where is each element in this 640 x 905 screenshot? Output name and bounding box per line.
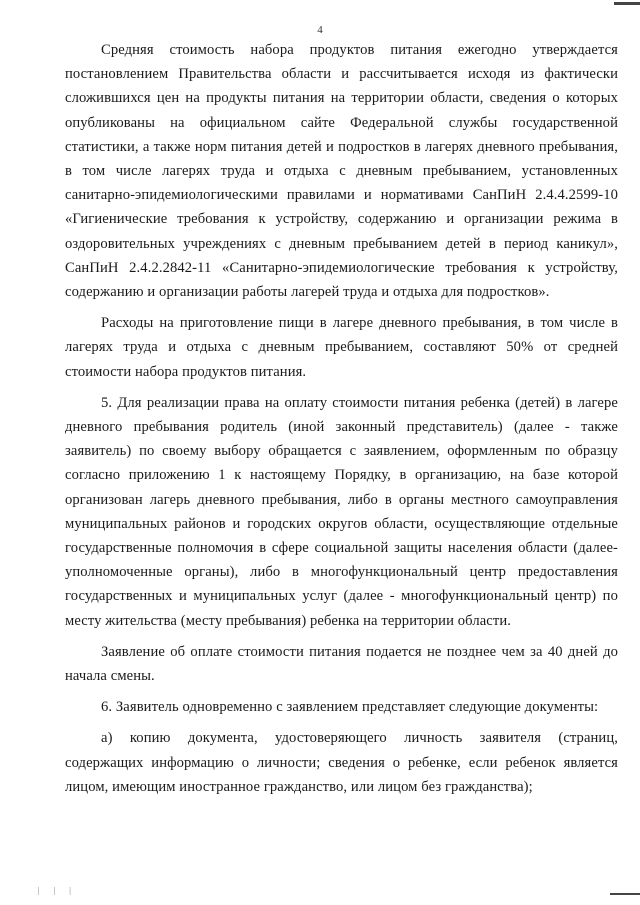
document-body (65, 38, 618, 806)
paragraph-item-5: 5. Для реализации права на оплату стоимости питания ребенка (детей) в лагере дневного пребывания родитель (иной законный представитель) (далее - также заявитель) по своему выбору обращается с заявлением, оформленным по образцу согласно приложению 1 к настоящему Порядку, в организацию, на базе которой организован лагерь дневного пребывания, либо в органы местного самоуправления муниципальных районов и городских округов области, осуществляющие отдельные государственные полномочия в сфере социальной защиты населения области (далее-уполномоченные органы), либо в многофункциональный центр предоставления государственных и муниципальных услуг (далее - многофункциональный центр) по месту жительства (месту пребывания) ребенка на территории области. (65, 394, 618, 629)
corner-mark-top (614, 2, 640, 5)
paragraph-application-deadline: Заявление об оплате стоимости питания подается не позднее чем за 40 дней до начала смены. (65, 643, 618, 685)
corner-mark-bottom (610, 893, 640, 895)
paragraph-item-6a: а) копию документа, удостоверяющего личность заявителя (страниц, содержащих информацию о личности; сведения о ребенке, если ребенок является лицом, имеющим иностранное гражданство, или лицом без гражданства); (65, 730, 618, 795)
paragraph-food-cost: Средняя стоимость набора продуктов питания ежегодно утверждается постановлением Правительства области и рассчитывается исходя из фактически сложившихся цен на продукты питания на территории области, сведения о которых опубликованы на официальном сайте Федеральной службы государственной статистики, а также норм питания детей и подростков в лагерях дневного пребывания, в том числе лагерях труда и отдыха с дневным пребыванием, установленных санитарно-эпидемиологическими правилами и нормативами СанПиН 2.4.4.2599-10 «Гигиенические требования к устройству, содержанию и организации режима в оздоровительных учреждениях с дневным пребыванием детей в период каникул», СанПиН 2.4.2.2842-11 «Санитарно-эпидемиологические требования к устройству, содержанию и организации работы лагерей труда и отдыха для подростков». (65, 42, 618, 301)
paragraph-item-6: 6. Заявитель одновременно с заявлением представляет следующие документы: (101, 699, 599, 716)
page-number: 4 (317, 24, 323, 36)
paragraph-cooking-expenses: Расходы на приготовление пищи в лагере дневного пребывания, в том числе в лагерях труда и отдыха с дневным пребыванием, составляют 50% от средней стоимости набора продуктов питания. (65, 315, 618, 380)
scan-ticks: | | | (38, 886, 77, 895)
